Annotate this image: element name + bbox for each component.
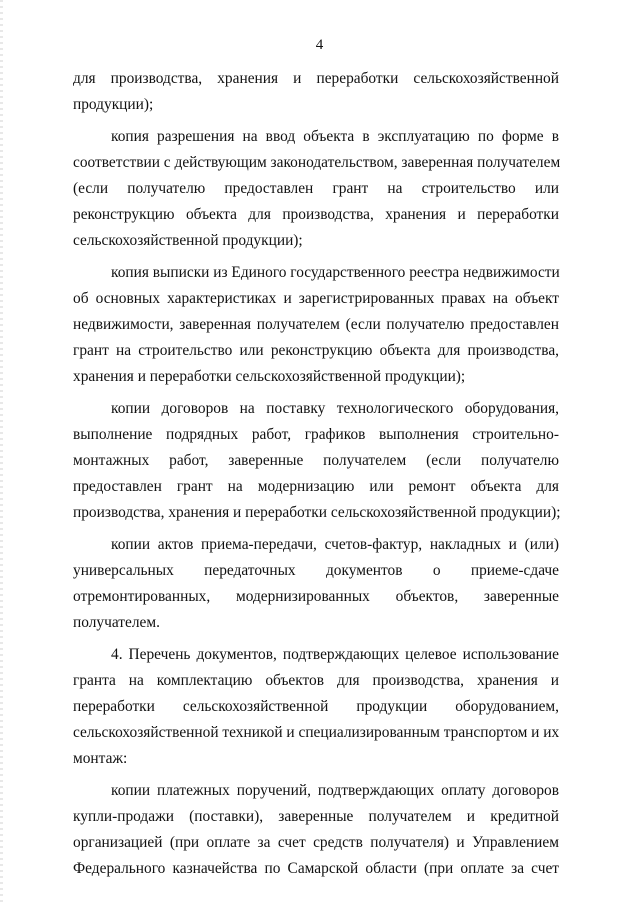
text-line: отремонтированных, модернизированных объектов, заверенные [73, 588, 559, 605]
text-line: универсальных передаточных документов о приеме-сдаче [73, 562, 559, 579]
text-line: (если получателю предоставлен грант на строительство или [73, 180, 559, 197]
text-line: 4. Перечень документов, подтверждающих целевое использование [111, 646, 559, 663]
text-line: недвижимости, заверенная получателем (если получателю предоставлен [73, 316, 559, 333]
text-line: сельскохозяйственной техникой и специализированным транспортом и их [73, 724, 560, 741]
text-line: переработки сельскохозяйственной продукции оборудованием, [73, 698, 559, 715]
document-body [73, 66, 559, 882]
text-line: об основных характеристиках и зарегистрированных правах на объект [73, 290, 559, 307]
text-line: купли-продажи (поставки), заверенные получателем и кредитной [73, 808, 559, 825]
text-line: получателем. [73, 614, 160, 631]
scan-edge-mark [0, 0, 3, 905]
text-line: копии актов приема-передачи, счетов-фактур, накладных и (или) [111, 536, 559, 553]
text-line: монтаж: [73, 750, 128, 767]
text-line: монтажных работ, заверенные получателем (если получателю [73, 452, 559, 469]
text-line: грант на строительство или реконструкцию объекта для производства, [73, 342, 559, 359]
text-line: выполнение подрядных работ, графиков выполнения строительно- [73, 426, 559, 443]
text-line: для производства, хранения и переработки сельскохозяйственной [73, 70, 559, 87]
page-number: 4 [315, 37, 324, 53]
text-line: копии договоров на поставку технологического оборудования, [111, 400, 559, 417]
text-line: производства, хранения и переработки сельскохозяйственной продукции); [73, 504, 561, 521]
text-line: предоставлен грант на модернизацию или ремонт объекта для [73, 478, 559, 495]
text-line: соответствии с действующим законодательством, заверенная получателем [73, 154, 561, 171]
text-line: копия разрешения на ввод объекта в эксплуатацию по форме в [111, 128, 559, 145]
text-line: продукции); [73, 96, 154, 113]
text-line: копия выписки из Единого государственного реестра недвижимости [111, 264, 560, 281]
text-line: Федерального казначейства по Самарской области (при оплате за счет [73, 860, 559, 877]
text-line: организацией (при оплате за счет средств получателя) и Управлением [73, 834, 559, 851]
text-line: хранения и переработки сельскохозяйственной продукции); [73, 368, 466, 385]
text-line: гранта на комплектацию объектов для производства, хранения и [73, 672, 559, 689]
text-line: копии платежных поручений, подтверждающих оплату договоров [111, 782, 559, 799]
text-line: сельскохозяйственной продукции); [73, 232, 303, 249]
text-line: реконструкцию объекта для производства, хранения и переработки [73, 206, 559, 223]
